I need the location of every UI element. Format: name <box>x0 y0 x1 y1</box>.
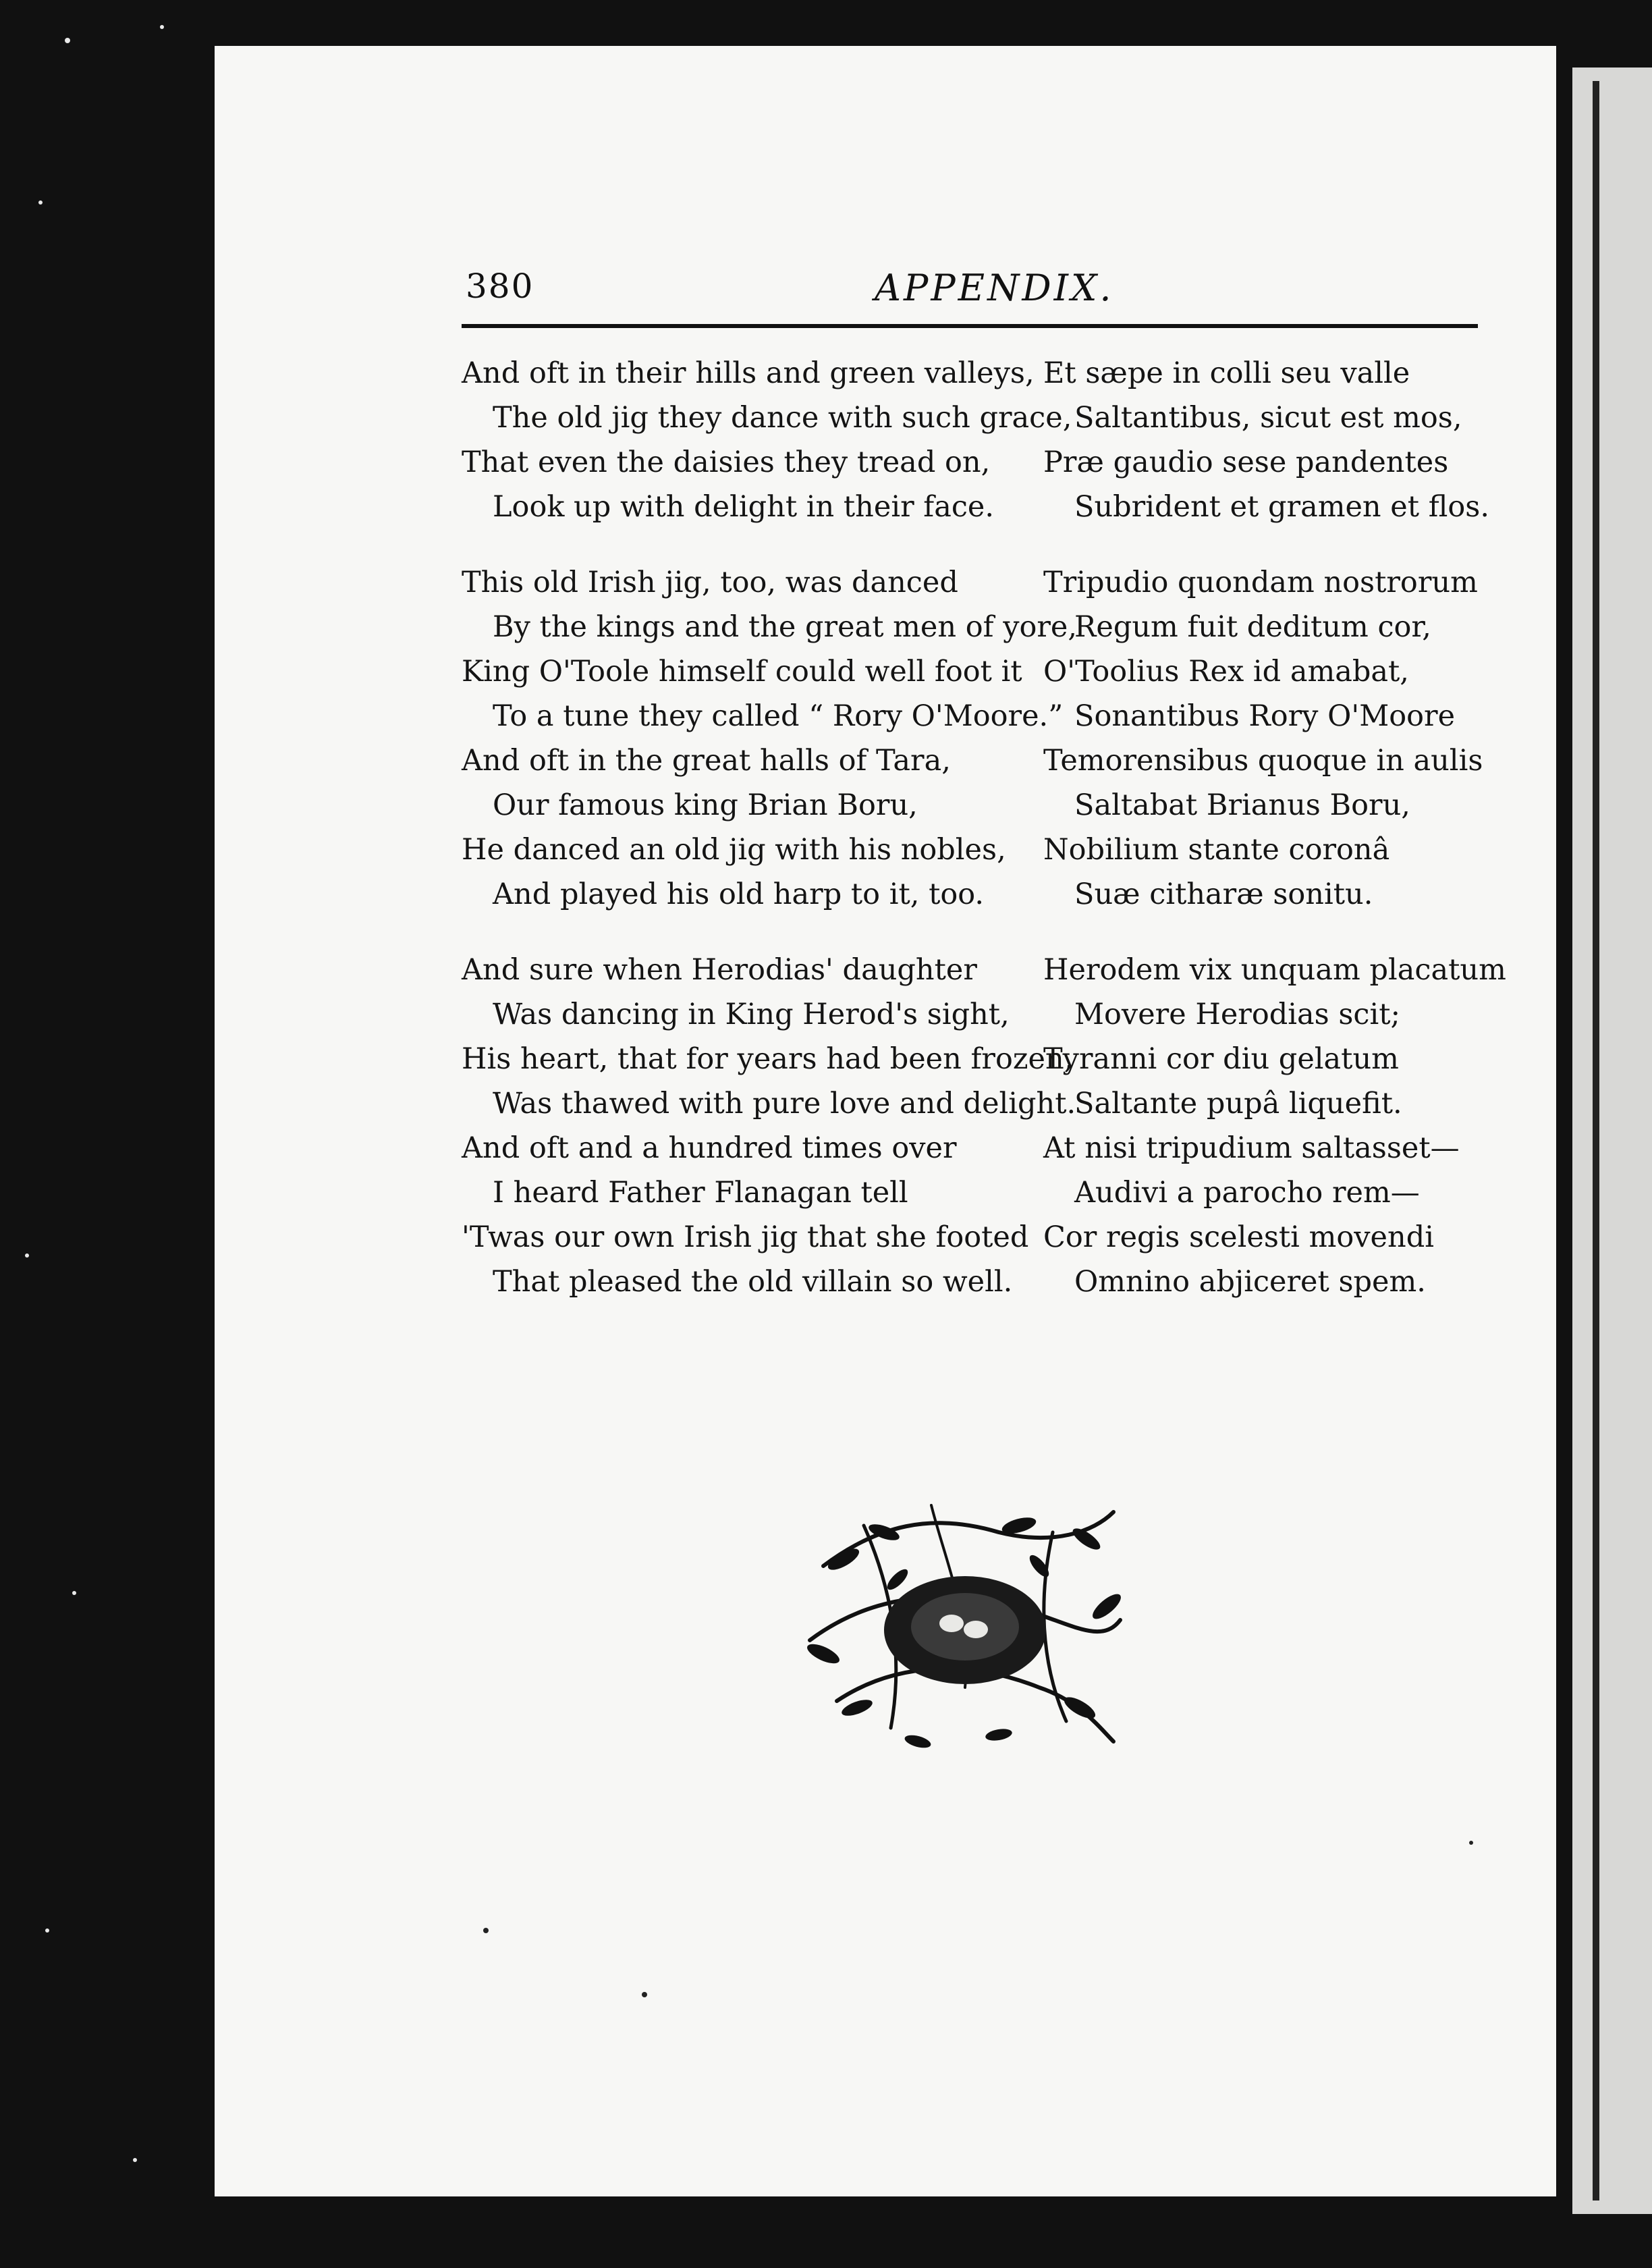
verse-line: Was dancing in King Herod's sight, <box>493 998 1010 1031</box>
verse-line: Nobilium stante coronâ <box>1043 833 1390 867</box>
verse-line: The old jig they dance with such grace, <box>493 401 1072 435</box>
binding-shadow <box>1593 81 1599 2200</box>
verse-line: Audivi a parocho rem— <box>1074 1176 1420 1210</box>
verse-line: Look up with delight in their face. <box>493 490 995 524</box>
latin-stanza <box>1043 560 1502 917</box>
verse-line: He danced an old jig with his nobles, <box>462 833 1006 867</box>
latin-stanza <box>1043 351 1502 529</box>
english-stanza <box>462 948 1076 1304</box>
verse-line: Saltabat Brianus Boru, <box>1074 788 1410 822</box>
verse-line: King O'Toole himself could well foot it <box>462 655 1022 688</box>
verse-line: To a tune they called “ Rory O'Moore.” <box>493 699 1064 733</box>
verse-line: Our famous king Brian Boru, <box>493 788 918 822</box>
verse-line: Suæ citharæ sonitu. <box>1074 878 1373 911</box>
verse-line: His heart, that for years had been frozen, <box>462 1042 1074 1076</box>
verse-line: O'Toolius Rex id amabat, <box>1043 655 1409 688</box>
latin-stanza <box>1043 948 1506 1304</box>
verse-line: Præ gaudio sese pandentes <box>1043 446 1449 479</box>
verse-line: Regum fuit deditum cor, <box>1074 610 1431 644</box>
english-stanza <box>462 351 1072 529</box>
latin-verse-column <box>1043 351 1506 1335</box>
page-number: 380 <box>466 267 534 306</box>
verse-line: And oft in the great halls of Tara, <box>462 744 951 778</box>
adjacent-page-edge <box>1572 68 1652 2214</box>
verse-line: Was thawed with pure love and delight. <box>493 1087 1076 1120</box>
verse-line: Omnino abjiceret spem. <box>1074 1265 1426 1299</box>
verse-line: Cor regis scelesti movendi <box>1043 1220 1434 1254</box>
verse-line: Herodem vix unquam placatum <box>1043 953 1506 987</box>
running-head: APPENDIX. <box>875 267 1114 309</box>
verse-line: And oft and a hundred times over <box>462 1131 957 1165</box>
english-stanza <box>462 560 1078 917</box>
verse-line: I heard Father Flanagan tell <box>493 1176 908 1210</box>
verse-line: 'Twas our own Irish jig that she footed <box>462 1220 1029 1254</box>
verse-line: Tyranni cor diu gelatum <box>1043 1042 1399 1076</box>
verse-line: Subrident et gramen et flos. <box>1074 490 1489 524</box>
verse-line: This old Irish jig, too, was danced <box>462 566 958 599</box>
verse-line: Movere Herodias scit; <box>1074 998 1401 1031</box>
verse-line: Et sæpe in colli seu valle <box>1043 356 1410 390</box>
verse-line: That even the daisies they tread on, <box>462 446 991 479</box>
verse-line: Sonantibus Rory O'Moore <box>1074 699 1456 733</box>
verse-line: Tripudio quondam nostrorum <box>1043 566 1478 599</box>
verse-line: And played his old harp to it, too. <box>493 878 985 911</box>
verse-line: And oft in their hills and green valleys, <box>462 356 1035 390</box>
verse-line: And sure when Herodias' daughter <box>462 953 977 987</box>
bird-nest-ornament-icon <box>796 1485 1134 1769</box>
verse-line: By the kings and the great men of yore, <box>493 610 1078 644</box>
verse-line: At nisi tripudium saltasset— <box>1043 1131 1460 1165</box>
english-verse-column <box>462 351 1078 1335</box>
verse-line: Temorensibus quoque in aulis <box>1043 744 1483 778</box>
header-rule <box>462 324 1478 328</box>
verse-line: Saltantibus, sicut est mos, <box>1074 401 1462 435</box>
verse-line: Saltante pupâ liquefit. <box>1074 1087 1402 1120</box>
verse-line: That pleased the old villain so well. <box>493 1265 1013 1299</box>
